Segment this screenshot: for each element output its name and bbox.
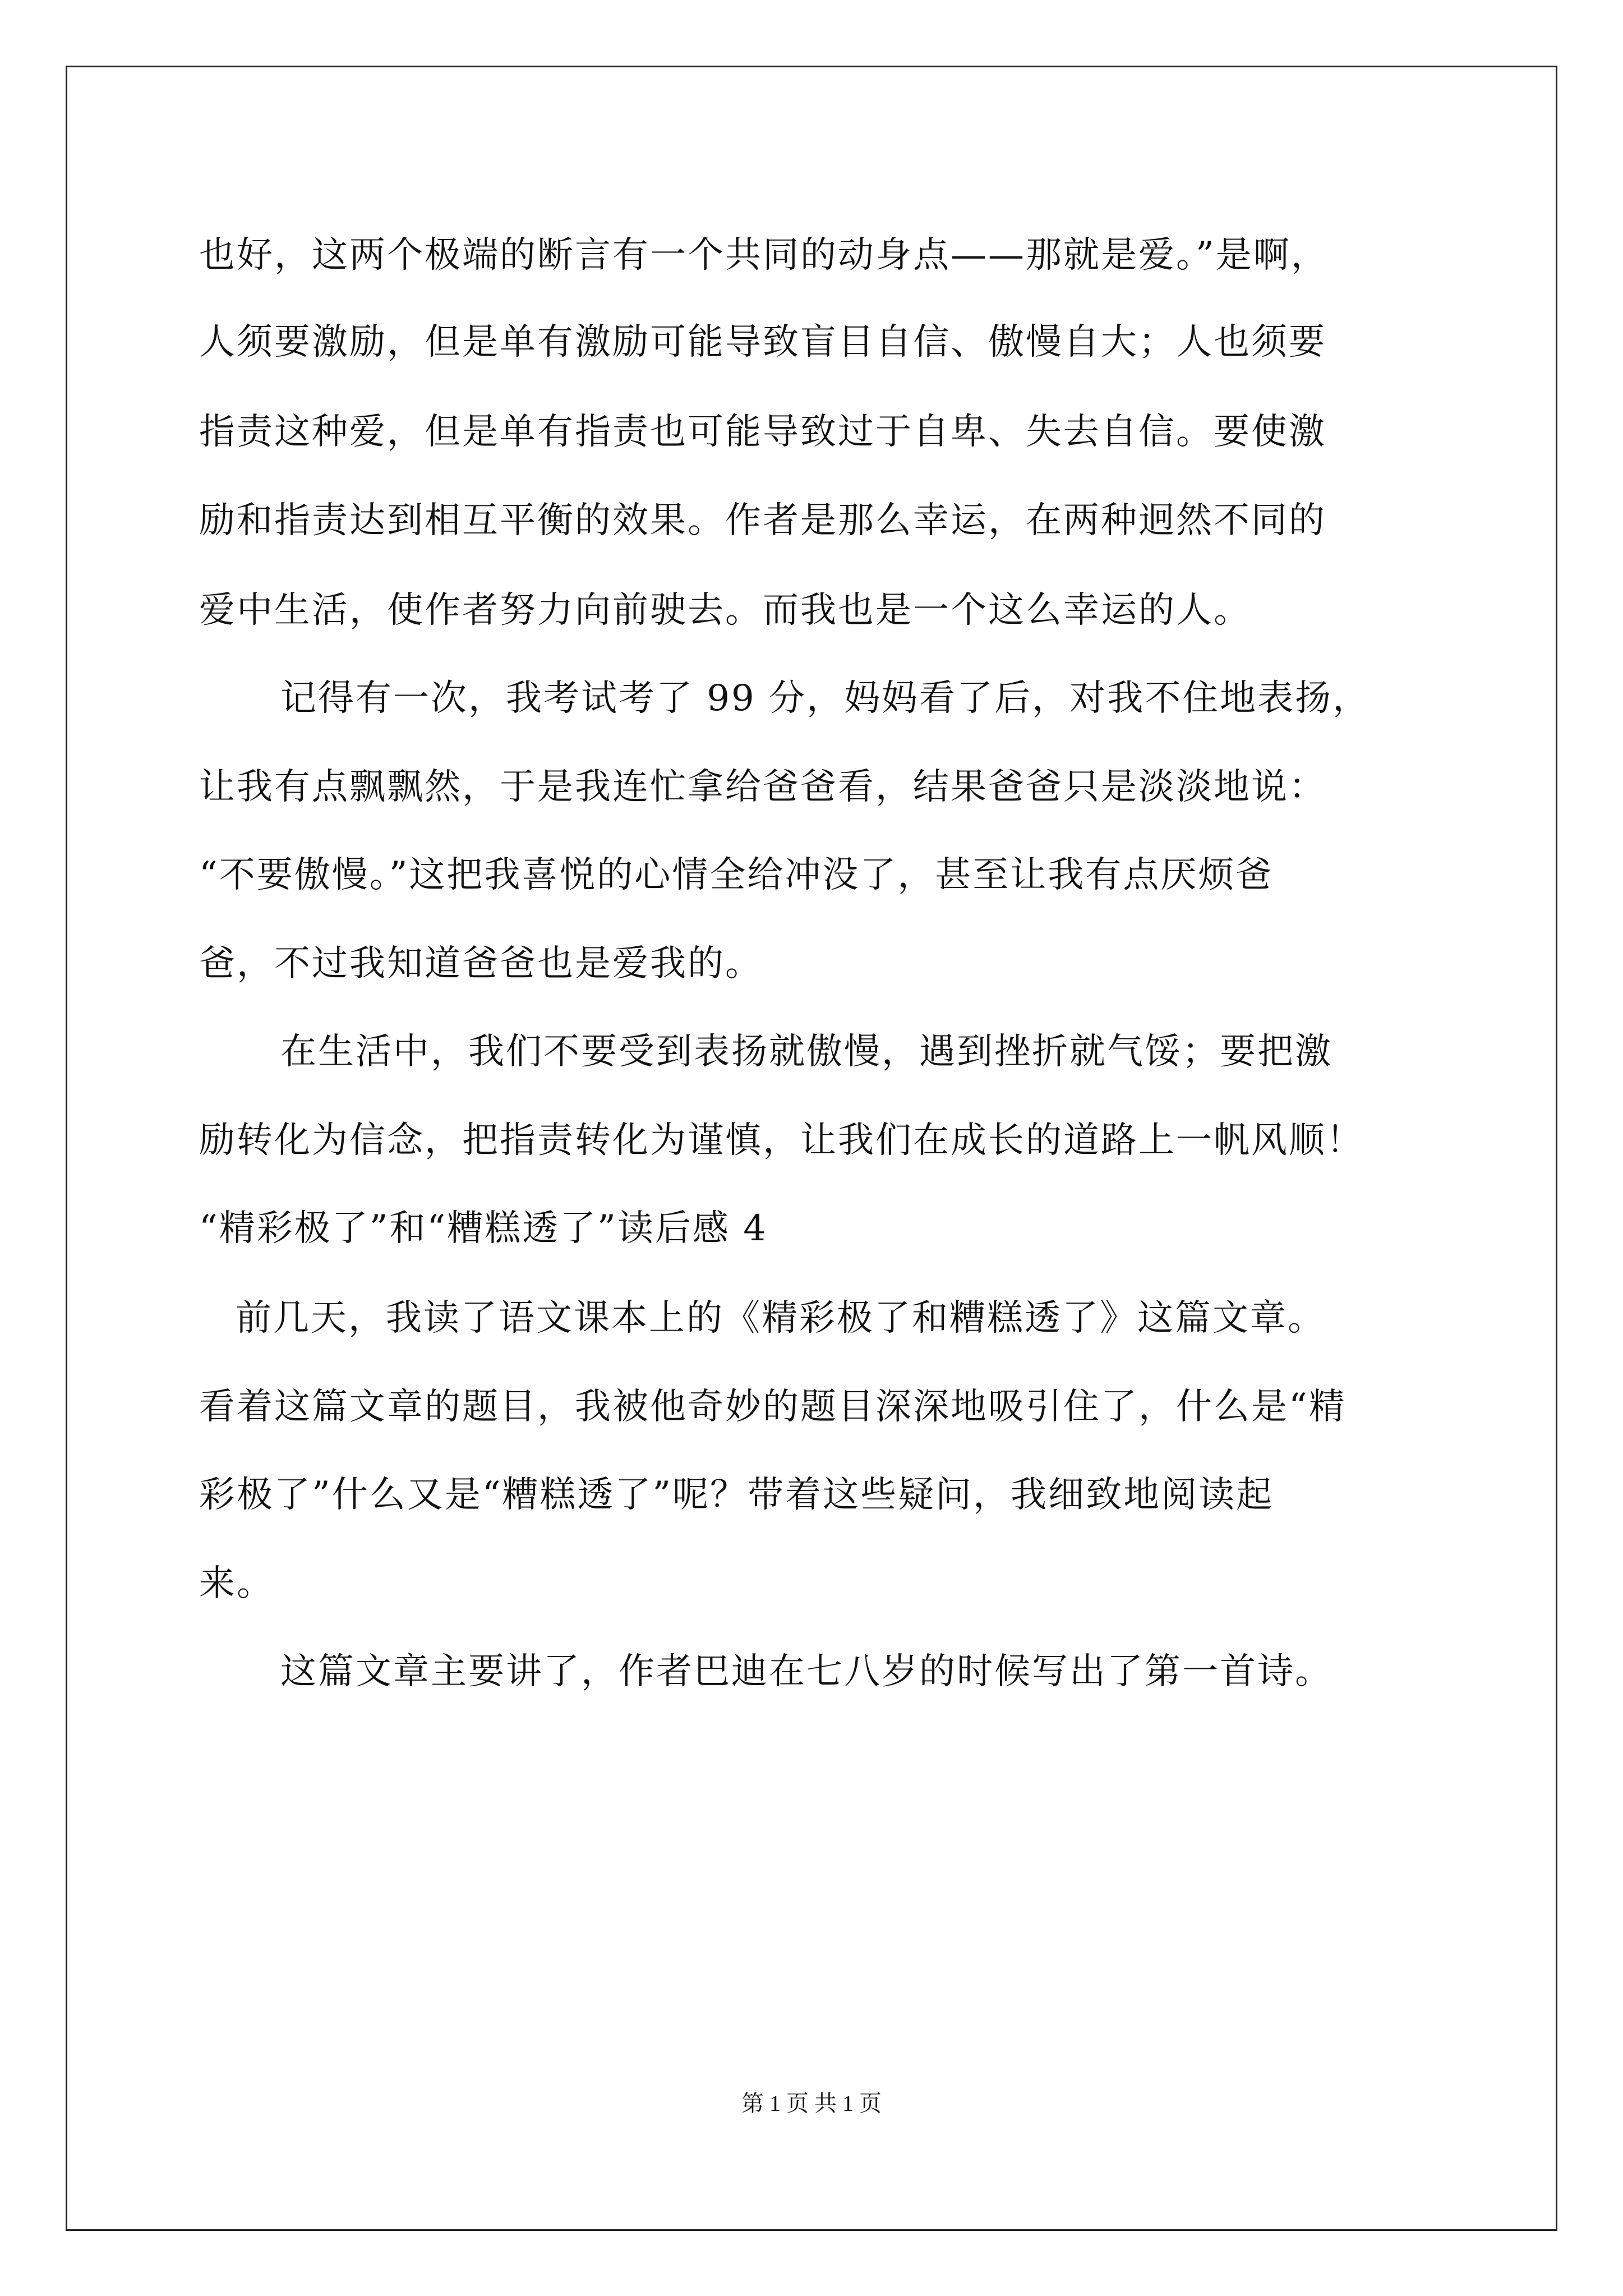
text-line: 让我有点飘飘然，于是我连忙拿给爸爸看，结果爸爸只是淡淡地说：: [199, 766, 1326, 808]
text-line: 来。: [199, 1563, 274, 1604]
text-line: 爱中生活，使作者努力向前驶去。而我也是一个这么幸运的人。: [199, 590, 1251, 631]
section-heading: “精彩极了”和“糟糕透了”读后感 4: [199, 1208, 768, 1249]
paragraph-first-line: 在生活中，我们不要受到表扬就傲慢，遇到挫折就气馁；要把激: [280, 1031, 1332, 1073]
text-line: 励和指责达到相互平衡的效果。作者是那么幸运，在两种迥然不同的: [199, 500, 1326, 541]
text-line: 看着这篇文章的题目，我被他奇妙的题目深深地吸引住了，什么是“精: [199, 1386, 1347, 1428]
text-line: 指责这种爱，但是单有指责也可能导致过于自卑、失去自信。要使激: [199, 411, 1326, 453]
text-line: 人须要激励，但是单有激励可能导致盲目自信、傲慢自大；人也须要: [199, 321, 1326, 363]
text-line: “不要傲慢。”这把我喜悦的心情全给冲没了，甚至让我有点厌烦爸: [199, 854, 1274, 896]
text-line: 励转化为信念，把指责转化为谨慎，让我们在成长的道路上一帆风顺！: [199, 1120, 1364, 1161]
text-line: 也好，这两个极端的断言有一个共同的动身点——那就是爱。”是啊，: [199, 234, 1329, 276]
paragraph-first-line: 这篇文章主要讲了，作者巴迪在七八岁的时候写出了第一首诗。: [280, 1651, 1332, 1692]
page-footer: 第 1 页 共 1 页: [741, 2091, 882, 2116]
text-line: 彩极了”什么又是“糟糕透了”呢？带着这些疑问，我细致地阅读起: [199, 1474, 1274, 1516]
paragraph-first-line: 记得有一次，我考试考了 99 分，妈妈看了后，对我不住地表扬，: [280, 678, 1371, 719]
text-line: 爸，不过我知道爸爸也是爱我的。: [199, 943, 763, 984]
paragraph-first-line: 前几天，我读了语文课本上的《精彩极了和糟糕透了》这篇文章。: [236, 1297, 1325, 1339]
